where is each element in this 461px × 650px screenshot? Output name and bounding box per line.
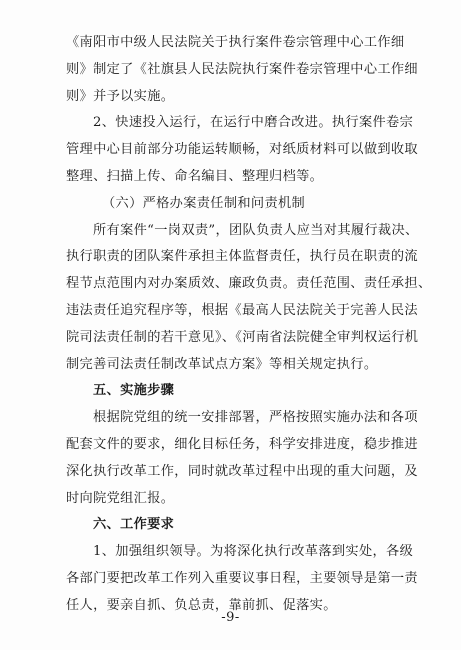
paragraph-line: 执行职责的团队案件承担主体监督责任，执行员在职责的流 bbox=[66, 249, 418, 265]
paragraph-line: 制完善司法责任制改革试点方案》等相关规定执行。 bbox=[66, 356, 378, 372]
paragraph-line: 所有案件“一岗双责”，团队负责人应当对其履行裁决、 bbox=[93, 222, 419, 238]
section-heading: 五、实施步骤 bbox=[93, 383, 175, 399]
paragraph-line: 配套文件的要求，细化目标任务，科学安排进度，稳步推进 bbox=[66, 436, 418, 452]
section-subheading: （六）严格办案责任制和问责机制 bbox=[102, 195, 306, 211]
paragraph-line: 深化执行改革工作，同时就改革过程中出现的重大问题，及 bbox=[66, 463, 418, 479]
paragraph-line: 各部门要把改革工作列入重要议事日程，主要领导是第一责 bbox=[66, 570, 418, 586]
paragraph-line: 违法责任追究程序等，根据《最高人民法院关于完善人民法 bbox=[66, 302, 418, 318]
paragraph-line: 程节点范围内对办案质效、廉政负责。责任范围、责任承担、 bbox=[66, 276, 432, 292]
paragraph-line: 管理中心目前部分功能运转顺畅，对纸质材料可以做到收取 bbox=[66, 142, 418, 158]
paragraph-line: 时向院党组汇报。 bbox=[66, 490, 175, 506]
page-body bbox=[66, 30, 432, 620]
paragraph-line: 1、加强组织领导。为将深化执行改革落到实处，各级 bbox=[93, 544, 414, 560]
page-number: -9- bbox=[221, 610, 240, 625]
paragraph-line: 则》并予以实施。 bbox=[66, 88, 175, 104]
paragraph-line: 任人，要亲自抓、负总责，靠前抓、促落实。 bbox=[66, 597, 337, 613]
section-heading: 六、工作要求 bbox=[93, 517, 175, 533]
paragraph-line: 《南阳市中级人民法院关于执行案件卷宗管理中心工作细 bbox=[66, 35, 405, 50]
paragraph-line: 院司法责任制的若干意见》、《河南省法院健全审判权运行机 bbox=[66, 329, 419, 345]
paragraph-line: 则》制定了《社旗县人民法院执行案件卷宗管理中心工作细 bbox=[66, 61, 418, 77]
paragraph-line: 2、快速投入运行，在运行中磨合改进。执行案件卷宗 bbox=[93, 115, 414, 131]
paragraph-line: 根据院党组的统一安排部署，严格按照实施办法和各项 bbox=[93, 410, 418, 426]
paragraph-line: 整理、扫描上传、命名编目、整理归档等。 bbox=[66, 168, 324, 184]
